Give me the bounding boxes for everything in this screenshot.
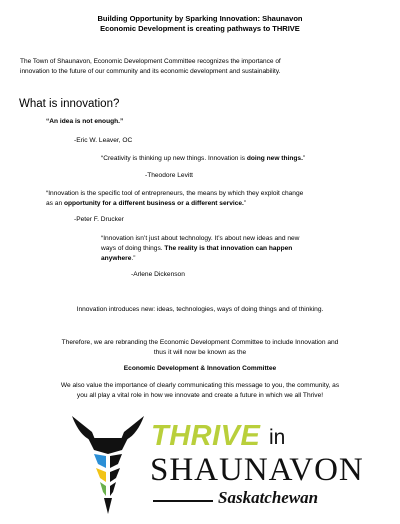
title-line-2: Economic Development is creating pathways to THRIVE (100, 24, 300, 33)
logo-divider (153, 500, 213, 502)
quote-1: “An idea is not enough.” (46, 118, 124, 125)
quote-3-line-2: as an opportunity for a different business or a different service.” (46, 200, 247, 207)
thrive-logo (68, 410, 364, 520)
intro-line-2: innovation to the future of our community and its economic development and sustainability. (20, 68, 281, 75)
logo-in: in (269, 426, 286, 449)
introduces-text: Innovation introduces new: ideas, technologies, ways of doing things and of thinking. (76, 306, 324, 313)
quote-1-author: -Eric W. Leaver, OC (74, 137, 133, 144)
quote-3-author: -Peter F. Drucker (74, 216, 124, 223)
quote-2: “Creativity is thinking up new things. Innovation is doing new things.” (101, 155, 306, 162)
logo-thrive: THRIVE (151, 420, 261, 452)
quote-4-line-2: ways of doing things. The reality is that innovation can happen (101, 245, 293, 252)
title-line-1: Building Opportunity by Sparking Innovation: Shaunavon (97, 14, 303, 23)
rebrand-line-1: Therefore, we are rebranding the Economic Development Committee to include Innovation and (61, 339, 339, 346)
value-line-1: We also value the importance of clearly communicating this message to you, the community, as (60, 382, 340, 389)
quote-3-line-1: “Innovation is the specific tool of entrepreneurs, the means by which they exploit change (46, 190, 304, 197)
rebrand-line-2: thus it will now be known as the (153, 349, 247, 356)
quote-4-line-3: anywhere.” (101, 255, 136, 262)
quote-2-author: -Theodore Levitt (145, 172, 194, 179)
logo-province: Saskatchewan (218, 488, 319, 507)
bison-emblem-icon (68, 410, 148, 520)
value-line-2: you all play a vital role in how we innovate and create a future in which we all Thrive! (76, 392, 324, 399)
committee-name: Economic Development & Innovation Committee (123, 365, 277, 372)
logo-town: SHAUNAVON (150, 452, 364, 488)
section-heading: What is innovation? (19, 98, 120, 110)
quote-4-line-1: “Innovation isn’t just about technology. It’s about new ideas and new (101, 235, 300, 242)
intro-line-1: The Town of Shaunavon, Economic Development Committee recognizes the importance of (20, 58, 281, 65)
quote-4-author: -Arlene Dickenson (131, 271, 185, 278)
